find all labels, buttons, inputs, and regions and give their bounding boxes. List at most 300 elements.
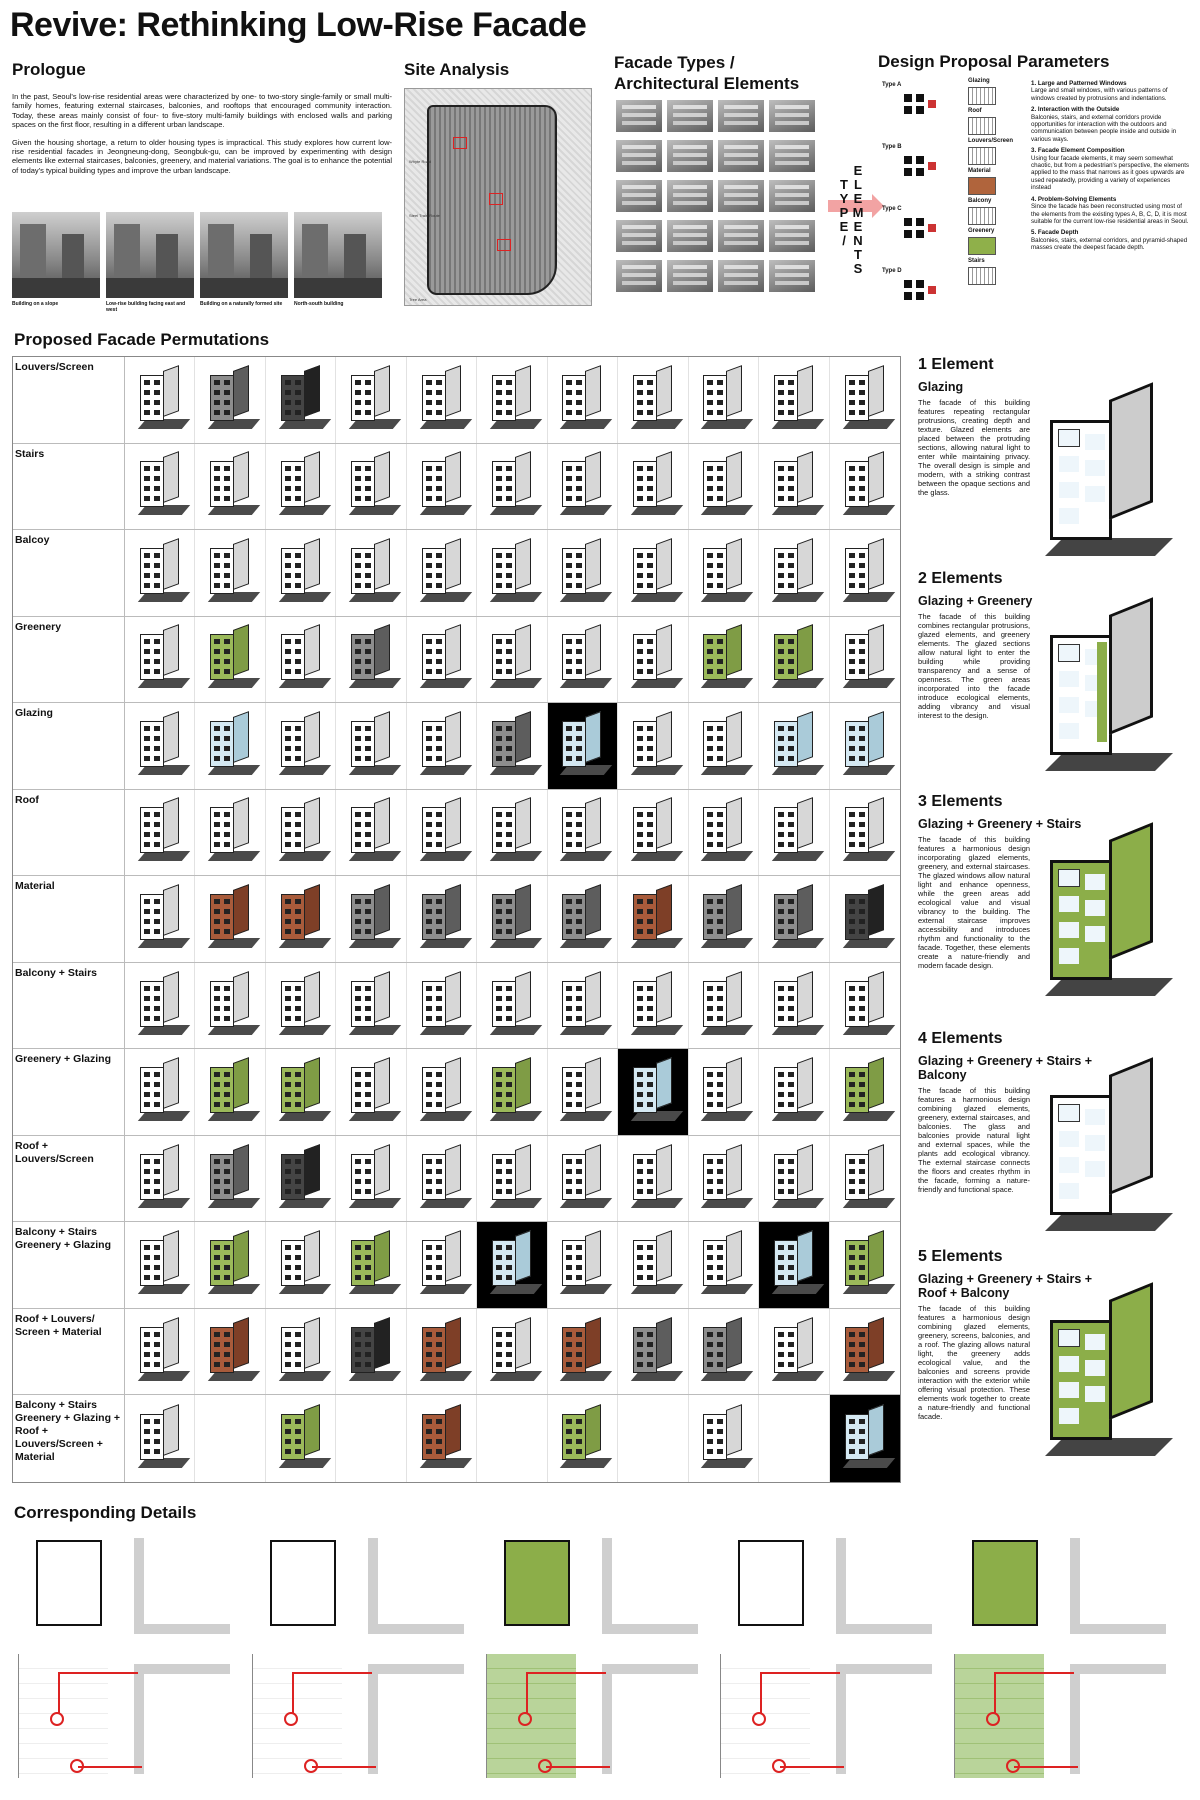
permutation-cell <box>125 444 195 530</box>
design-parameter <box>1031 147 1191 191</box>
element-description-2 <box>918 570 1033 720</box>
permutation-cell <box>548 790 618 876</box>
building-icon <box>845 457 885 515</box>
facade-photo <box>769 260 815 292</box>
facade-photo <box>667 220 713 252</box>
map-label: Whyte Road <box>409 159 432 164</box>
callout-circle-icon <box>50 1712 64 1726</box>
permutation-cell <box>618 357 688 443</box>
detail-axonometric <box>504 1540 570 1626</box>
permutation-cell <box>618 1309 688 1395</box>
permutation-row <box>13 1309 900 1396</box>
facade-types-heading-line1: Facade Types / <box>614 53 735 72</box>
building-icon <box>140 803 180 861</box>
element-subtitle: Glazing + Greenery + Stairs + Roof + Balcony <box>918 1272 1093 1300</box>
building-icon <box>774 371 814 429</box>
permutation-cell <box>125 1049 195 1135</box>
callout-circle-icon <box>752 1712 766 1726</box>
permutation-cell <box>689 1136 759 1222</box>
ground-shadow <box>1045 538 1173 556</box>
element-swatch <box>968 168 1022 198</box>
permutation-cell <box>266 790 336 876</box>
building-icon <box>140 1236 180 1294</box>
building-icon <box>774 1323 814 1381</box>
element-description-3 <box>918 793 1082 970</box>
permutation-row-label: Roof + Louvers/Screen <box>13 1136 125 1222</box>
building-icon <box>140 457 180 515</box>
callout-circle-icon <box>284 1712 298 1726</box>
detail-drawing <box>720 1534 938 1792</box>
permutation-cell <box>618 703 688 789</box>
facade-photo <box>616 180 662 212</box>
permutation-cell <box>125 1222 195 1308</box>
building-icon <box>281 1150 321 1208</box>
facade-photo <box>667 100 713 132</box>
permutation-cell <box>689 444 759 530</box>
building-icon <box>633 803 673 861</box>
design-parameter <box>1031 196 1191 226</box>
permutation-cell <box>830 1395 900 1482</box>
building-icon <box>210 1063 250 1121</box>
permutation-cell <box>477 444 547 530</box>
permutation-cell <box>830 1136 900 1222</box>
louver-swatch-icon <box>968 147 996 165</box>
permutation-cell <box>477 703 547 789</box>
building-icon <box>562 1150 602 1208</box>
photo-caption: Building on a slope <box>12 301 59 307</box>
permutation-cell <box>689 1049 759 1135</box>
detail-axonometric <box>36 1540 102 1626</box>
building-icon <box>492 977 532 1035</box>
permutation-cell <box>266 357 336 443</box>
ground-shadow <box>1045 1213 1173 1231</box>
permutation-cell <box>689 790 759 876</box>
building-icon <box>633 717 673 775</box>
permutation-cell <box>759 963 829 1049</box>
building-icon <box>633 457 673 515</box>
permutation-cell <box>125 1136 195 1222</box>
permutation-cell <box>195 1309 265 1395</box>
permutation-cell <box>689 876 759 962</box>
element-subtitle: Glazing <box>918 380 964 394</box>
element-swatch <box>968 198 1022 228</box>
facade-photo <box>667 180 713 212</box>
building-icon <box>422 630 462 688</box>
permutation-cell <box>689 1395 759 1482</box>
element-swatch-label: Greenery <box>968 228 995 234</box>
window-pattern-icon <box>904 280 912 288</box>
permutation-cell <box>759 876 829 962</box>
facade-photo <box>616 220 662 252</box>
building-icon <box>281 977 321 1035</box>
callout-line <box>760 1672 840 1674</box>
building-icon <box>351 457 391 515</box>
building-icon <box>281 890 321 948</box>
building-icon <box>140 1323 180 1381</box>
building-face <box>1050 635 1112 755</box>
building-icon <box>562 890 602 948</box>
permutation-cell <box>336 444 406 530</box>
permutation-row-label: Glazing <box>13 703 125 789</box>
building-icon <box>774 1063 814 1121</box>
permutation-row-label: Balcony + Stairs <box>13 963 125 1049</box>
permutation-cell <box>618 617 688 703</box>
map-label: Steel Train Route <box>409 213 440 218</box>
permutation-cell <box>548 1395 618 1482</box>
detail-drawing <box>18 1534 236 1792</box>
building-side <box>1109 822 1153 960</box>
window-pattern-icon <box>904 218 912 226</box>
permutation-cell <box>195 963 265 1049</box>
callout-line <box>780 1766 844 1768</box>
building-icon <box>774 717 814 775</box>
building-icon <box>281 371 321 429</box>
ground-shadow <box>1045 753 1173 771</box>
permutation-cell <box>830 963 900 1049</box>
building-side <box>1109 1282 1153 1420</box>
permutation-row <box>13 1049 900 1136</box>
permutation-cell <box>759 790 829 876</box>
permutation-cell <box>266 1309 336 1395</box>
permutation-cell <box>618 1395 688 1482</box>
building-icon <box>351 890 391 948</box>
permutation-cell <box>195 1136 265 1222</box>
building-icon <box>351 803 391 861</box>
permutation-cell <box>759 617 829 703</box>
design-parameters-heading: Design Proposal Parameters <box>878 52 1110 71</box>
element-4-axonometric <box>1050 1075 1160 1225</box>
element-text: The facade of this building features a harmonious design combining glazed elements, greenery, screens, balconies, and a roof. The glazing allows natural light, the greenery adds ecological value, and the balconies and screens provide interaction with the exterior while offering visual protection. These elements work together to create a nature-friendly and functional facade. <box>918 1304 1030 1421</box>
permutation-cell <box>477 1049 547 1135</box>
permutation-cell <box>407 963 477 1049</box>
element-description-4 <box>918 1030 1093 1194</box>
permutation-cell <box>689 357 759 443</box>
callout-line <box>760 1674 762 1714</box>
permutation-cell <box>195 703 265 789</box>
design-parameter-title: 3. Facade Element Composition <box>1031 147 1125 155</box>
building-icon <box>422 1323 462 1381</box>
permutation-row-label: Stairs <box>13 444 125 530</box>
permutation-cell <box>830 530 900 616</box>
building-icon <box>210 457 250 515</box>
permutation-cell <box>266 703 336 789</box>
permutation-cell <box>195 444 265 530</box>
element-swatch <box>968 258 1022 288</box>
building-icon <box>562 803 602 861</box>
arrow-right-icon <box>828 200 872 212</box>
permutation-cell <box>195 1222 265 1308</box>
building-icon <box>210 1150 250 1208</box>
ground-shadow <box>1045 1438 1173 1456</box>
prologue-paragraph-1: In the past, Seoul's low-rise residential areas were characterized by one- to two-story single-family or small multi-family homes, featuring external staircases, balconies, and rooftops that encouraged community interaction. Today, these areas mainly consist of four- to five-story multi-family buildings with enclosed walls and parking spaces on the first floor, resulting in a different urban landscape. <box>12 92 392 130</box>
facade-photo <box>616 260 662 292</box>
element-swatch-label: Balcony <box>968 198 992 204</box>
prologue-paragraph-2: Given the housing shortage, a return to older housing types is impractical. This study explores how current low-rise residential facades in Jeongneung-dong, Seongbuk-gu, can be improved by experimenting with design elements like external staircases, balconies, greenery, and material variations. The goal is to enhance the potential of today's typical building types and improve the urban landscape. <box>12 137 392 175</box>
design-parameter <box>1031 80 1191 102</box>
building-icon <box>281 457 321 515</box>
permutation-cell <box>548 1049 618 1135</box>
permutation-cell <box>336 876 406 962</box>
element-text: The facade of this building features repeating rectangular protrusions, creating depth and texture. Glazed elements are placed between the protruding sections, allowing natural light to enter while maintaining privacy. The overall design is simple and modern, with a striking contrast between the opaque sections and the glass. <box>918 398 1030 497</box>
building-icon <box>210 803 250 861</box>
callout-line <box>994 1674 996 1714</box>
street-photo-image <box>200 212 288 298</box>
facade-photo <box>769 100 815 132</box>
callout-circle-icon <box>70 1759 84 1773</box>
building-icon <box>774 1150 814 1208</box>
element-swatch-label: Material <box>968 168 991 174</box>
type-diagram <box>882 82 962 144</box>
permutation-row-label: Roof + Louvers/ Screen + Material <box>13 1309 125 1395</box>
permutation-cell <box>407 530 477 616</box>
element-description-1 <box>918 356 1030 497</box>
building-icon <box>703 1236 743 1294</box>
building-icon <box>140 630 180 688</box>
building-icon <box>210 1236 250 1294</box>
permutation-cell <box>407 703 477 789</box>
permutation-cell <box>618 876 688 962</box>
building-icon <box>845 717 885 775</box>
detail-section-top <box>602 1538 698 1634</box>
permutation-cell <box>336 617 406 703</box>
permutation-cell <box>266 617 336 703</box>
permutation-cell <box>548 530 618 616</box>
building-icon <box>492 1150 532 1208</box>
permutation-cell <box>195 357 265 443</box>
permutation-row <box>13 963 900 1050</box>
detail-section-bottom <box>368 1664 464 1774</box>
element-text: The facade of this building features a harmonious design combining glazed elements, greenery, external staircases, and balconies. The glass and balconies provide natural light and external spaces, while the plants add ecological vibrancy. The external staircase connects the floors and creates rhythm in the facade, forming a nature-friendly and functional space. <box>918 1086 1030 1194</box>
building-icon <box>845 1410 885 1468</box>
building-side <box>1109 1057 1153 1195</box>
callout-line <box>292 1674 294 1714</box>
permutation-cell <box>759 1049 829 1135</box>
permutation-row-label: Balcony + Stairs Greenery + Glazing + Roof + Louvers/Screen + Material <box>13 1395 125 1482</box>
building-icon <box>351 1150 391 1208</box>
building-icon <box>845 544 885 602</box>
permutation-cell <box>266 1395 336 1482</box>
street-photo-image <box>12 212 100 298</box>
building-icon <box>703 1150 743 1208</box>
permutation-cell <box>266 530 336 616</box>
building-icon <box>562 1323 602 1381</box>
building-icon <box>422 371 462 429</box>
building-icon <box>774 457 814 515</box>
element-swatch-label: Glazing <box>968 78 990 84</box>
permutation-cell <box>830 1049 900 1135</box>
permutation-row <box>13 444 900 531</box>
type-diagram-list <box>882 82 962 330</box>
permutation-cell <box>618 963 688 1049</box>
callout-line <box>78 1766 142 1768</box>
element-swatch-label: Louvers/Screen <box>968 138 1014 144</box>
element-1-axonometric <box>1050 400 1160 550</box>
building-icon <box>774 544 814 602</box>
building-icon <box>210 890 250 948</box>
detail-section-bottom <box>602 1664 698 1774</box>
map-label: Tree Area <box>409 297 427 302</box>
building-icon <box>633 630 673 688</box>
building-icon <box>492 1323 532 1381</box>
element-swatch <box>968 78 1022 108</box>
site-map <box>404 88 592 306</box>
permutation-cell <box>407 617 477 703</box>
type-slash: / <box>842 233 846 248</box>
permutation-cell <box>830 1222 900 1308</box>
building-icon <box>845 371 885 429</box>
building-icon <box>281 630 321 688</box>
permutation-cell <box>689 530 759 616</box>
design-parameter-title: 5. Facade Depth <box>1031 229 1079 237</box>
permutation-cell <box>477 1136 547 1222</box>
balcony-swatch-icon <box>968 207 996 225</box>
building-icon <box>774 630 814 688</box>
permutation-cell <box>830 1309 900 1395</box>
building-icon <box>703 890 743 948</box>
type-diagram <box>882 144 962 206</box>
element-swatch-label: Stairs <box>968 258 985 264</box>
building-icon <box>774 1236 814 1294</box>
design-parameter-title: 1. Large and Patterned Windows <box>1031 80 1127 87</box>
permutation-cell <box>407 876 477 962</box>
permutation-cell <box>266 963 336 1049</box>
building-icon <box>845 1236 885 1294</box>
permutation-row <box>13 1222 900 1309</box>
permutation-cell <box>759 1309 829 1395</box>
permutation-cell <box>266 444 336 530</box>
callout-line <box>58 1674 60 1714</box>
permutation-cell <box>689 1309 759 1395</box>
building-icon <box>422 1150 462 1208</box>
callout-line <box>526 1672 606 1674</box>
element-swatch <box>968 108 1022 138</box>
type-elements-vertical-label <box>838 178 850 248</box>
permutation-cell <box>336 963 406 1049</box>
permutation-cell <box>830 444 900 530</box>
facade-photo <box>616 140 662 172</box>
building-icon <box>562 630 602 688</box>
building-icon <box>633 371 673 429</box>
building-icon <box>422 890 462 948</box>
building-face <box>1050 860 1112 980</box>
permutation-row-label: Roof <box>13 790 125 876</box>
window-pattern-icon <box>904 156 912 164</box>
permutation-cell <box>689 963 759 1049</box>
element-text: The facade of this building combines rectangular protrusions, glazed elements, and greenery elements. The glazed sections allow natural light to enter the building while providing transparency and a sense of openness. The green areas incorporated into the facade introduce ecological elements, adding vibrancy and visual interest to the design. <box>918 612 1030 720</box>
permutation-cell <box>195 790 265 876</box>
permutation-cell <box>336 790 406 876</box>
building-icon <box>281 803 321 861</box>
elements-vertical-label <box>852 164 864 276</box>
building-icon <box>351 977 391 1035</box>
permutation-row-label: Balcoy <box>13 530 125 616</box>
permutation-cell <box>195 1049 265 1135</box>
details-heading: Corresponding Details <box>14 1503 197 1522</box>
site-analysis-heading: Site Analysis <box>404 60 510 79</box>
permutations-heading: Proposed Facade Permutations <box>14 330 270 349</box>
greenery-swatch-icon <box>968 237 996 255</box>
building-icon <box>281 1236 321 1294</box>
building-icon <box>422 803 462 861</box>
facade-photo-grid <box>616 100 816 292</box>
building-icon <box>140 717 180 775</box>
building-side <box>1109 382 1153 520</box>
building-icon <box>422 544 462 602</box>
permutation-cell <box>759 1395 829 1482</box>
building-icon <box>633 1236 673 1294</box>
permutation-cell <box>759 1136 829 1222</box>
building-icon <box>210 977 250 1035</box>
building-icon <box>845 1063 885 1121</box>
callout-circle-icon <box>304 1759 318 1773</box>
callout-line <box>546 1766 610 1768</box>
detail-section-top <box>836 1538 932 1634</box>
glazing-swatch-icon <box>968 87 996 105</box>
detail-section-bottom <box>836 1664 932 1774</box>
detail-row <box>18 1534 1188 1794</box>
permutation-row <box>13 1395 900 1482</box>
permutation-cell <box>477 617 547 703</box>
permutation-cell <box>618 444 688 530</box>
building-face <box>1050 1320 1112 1440</box>
building-icon <box>422 717 462 775</box>
building-icon <box>422 1063 462 1121</box>
building-face <box>1050 420 1112 540</box>
design-parameter-text: Since the facade has been reconstructed using most of the elements from the existing types A, B, C, D, it is most suitable for the current low-rise residential areas in Seoul. <box>1031 203 1189 225</box>
detail-section-top <box>1070 1538 1166 1634</box>
permutation-cell <box>759 357 829 443</box>
building-icon <box>562 1236 602 1294</box>
permutation-row-label: Material <box>13 876 125 962</box>
detail-section-top <box>134 1538 230 1634</box>
ground-shadow <box>1045 978 1173 996</box>
permutation-cell <box>830 876 900 962</box>
building-icon <box>422 1236 462 1294</box>
building-icon <box>845 890 885 948</box>
type-diagram <box>882 206 962 268</box>
building-icon <box>703 1410 743 1468</box>
permutation-cell <box>336 530 406 616</box>
permutation-cell <box>195 876 265 962</box>
building-icon <box>703 457 743 515</box>
permutation-cell <box>125 790 195 876</box>
building-icon <box>210 630 250 688</box>
permutation-row <box>13 703 900 790</box>
building-icon <box>492 803 532 861</box>
permutation-cell <box>618 790 688 876</box>
permutation-cell <box>125 617 195 703</box>
building-icon <box>845 977 885 1035</box>
building-icon <box>703 630 743 688</box>
permutation-cell <box>477 1395 547 1482</box>
permutation-cell <box>477 357 547 443</box>
building-icon <box>351 371 391 429</box>
building-icon <box>633 544 673 602</box>
building-icon <box>492 717 532 775</box>
permutation-cell <box>830 790 900 876</box>
building-icon <box>703 1323 743 1381</box>
permutation-cell <box>336 1222 406 1308</box>
permutation-cell <box>407 1049 477 1135</box>
building-icon <box>562 457 602 515</box>
material-swatch-icon <box>968 177 996 195</box>
building-icon <box>562 371 602 429</box>
building-icon <box>703 803 743 861</box>
building-icon <box>351 630 391 688</box>
callout-circle-icon <box>986 1712 1000 1726</box>
type-label: TYPE <box>839 177 849 234</box>
photo-caption: North-south building <box>294 301 344 307</box>
